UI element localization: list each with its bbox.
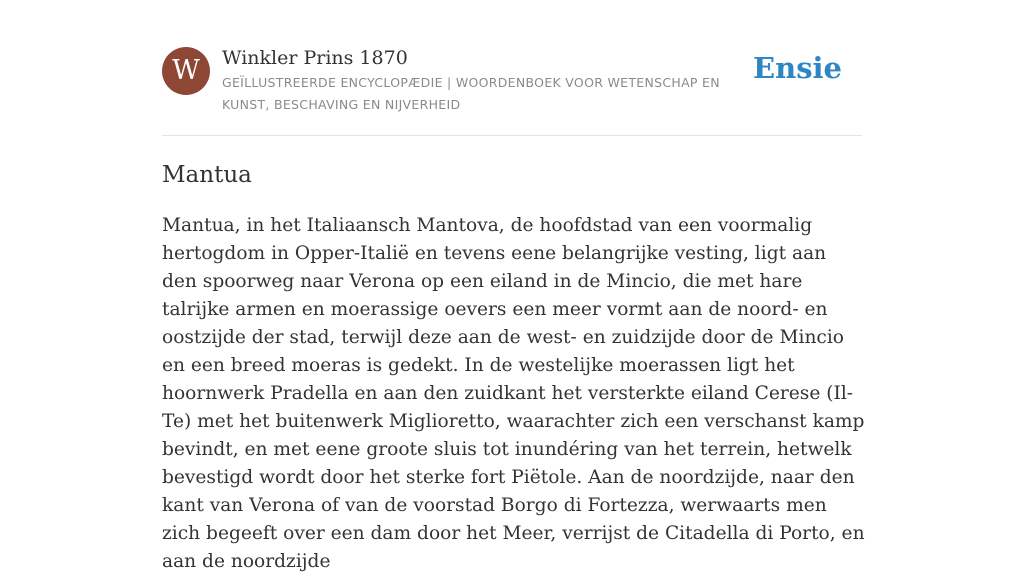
entry-title: Mantua bbox=[162, 162, 252, 188]
header-divider bbox=[162, 135, 862, 136]
source-avatar[interactable]: W bbox=[162, 47, 210, 95]
source-subtitle: GEÏLLUSTREERDE ENCYCLOPÆDIE | WOORDENBOEK VOOR WETENSCHAP EN KUNST, BESCHAVING EN NIJVERHEID bbox=[222, 75, 720, 112]
entry-body: Mantua, in het Italiaansch Mantova, de hoofdstad van een voormalig hertogdom in Opper-Italië en tevens eene belangrijke vesting, ligt aan den spoorweg naar Verona op een eiland in de Mincio, die met hare talrijke armen en moerassige oevers een meer vormt aan de noord- en oostzijde der stad, terwijl deze aan de west- en zuidzijde door de Mincio en een breed moeras is gedekt. In de westelijke moerassen ligt het hoornwerk Pradella en aan den zuidkant het versterkte eiland Cerese (Il-Te) met het buitenwerk Miglioretto, waarachter zich een verschanst kamp bevindt, en met eene groote sluis tot inundéring van het terrein, hetwelk bevestigd wordt door het sterke fort Piëtole. Aan de noordzijde, naar den kant van Verona of van de voorstad Borgo di Fortezza, werwaarts men zich begeeft over een dam door het Meer, verrijst de Citadella di Porto, en aan de noordzijde bbox=[162, 215, 865, 572]
source-info bbox=[222, 45, 752, 116]
source-title[interactable]: Winkler Prins 1870 bbox=[222, 47, 408, 69]
source-header bbox=[162, 45, 862, 135]
brand-logo[interactable]: Ensie bbox=[753, 51, 842, 85]
